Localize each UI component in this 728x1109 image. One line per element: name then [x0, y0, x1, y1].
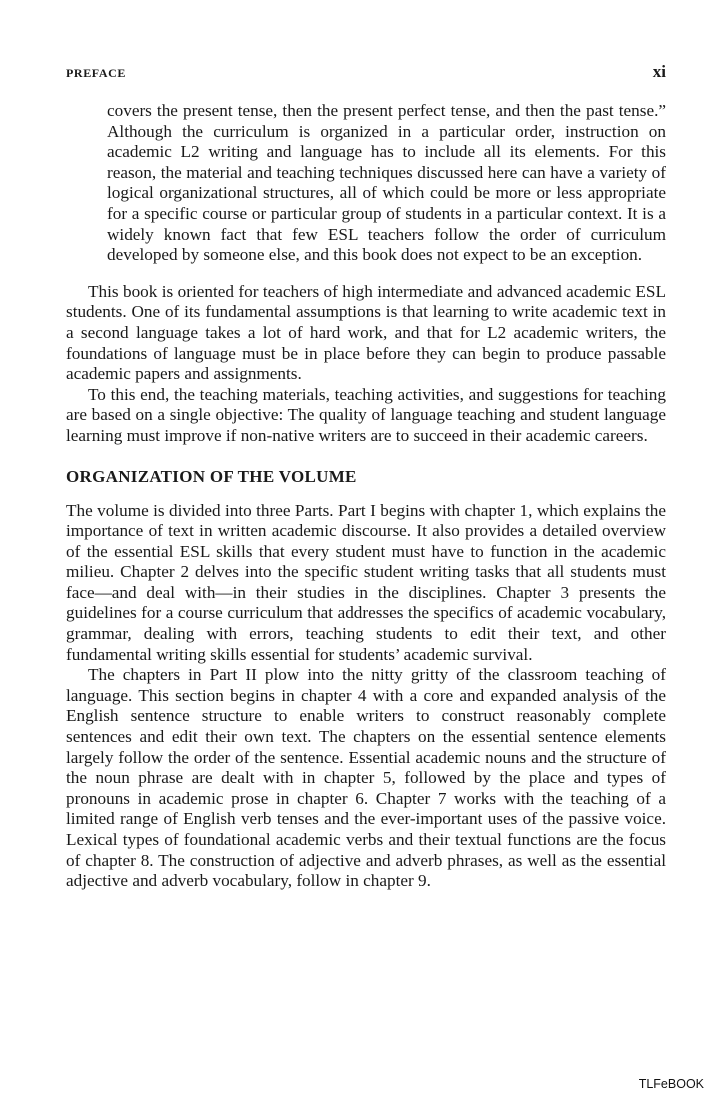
spacer: [66, 266, 666, 282]
section-title: PREFACE: [66, 66, 126, 80]
paragraph-org-2: The chapters in Part II plow into the nitty gritty of the classroom teaching of language. This section begins in chapter 4 with a core and expanded analysis of the English sentence structure to enable writers to construct reasonably complete sentences and edit their own text. The chapters on the essential sentence elements largely follow the order of the sentence. Essential academic nouns and the structure of the noun phrase are dealt with in chapter 5, followed by the place and types of pronouns in academic prose in chapter 6. Chapter 7 works with the teaching of a limited range of English verb tenses and the ever-important uses of the passive voice. Lexical types of foundational academic verbs and their textual functions are the focus of chapter 8. The construction of adjective and adverb phrases, as well as the essential adjective and adverb vocabulary, follow in chapter 9.: [66, 665, 666, 891]
paragraph-org-1: The volume is divided into three Parts. Part I begins with chapter 1, which explains the importance of text in written academic discourse. It also provides a detailed overview of the essential ESL skills that every student must have to function in the academic milieu. Chapter 2 delves into the specific student writing tasks that all students must face—and deal with—in their studies in the disciplines. Chapter 3 presents the guidelines for a course curriculum that addresses the specifics of academic vocabulary, grammar, dealing with errors, teaching students to edit their text, and other fundamental writing skills essential for students’ academic survival.: [66, 500, 666, 664]
watermark-text: TLFeBOOK: [638, 1077, 704, 1091]
section-heading: ORGANIZATION OF THE VOLUME: [66, 466, 357, 486]
paragraph-intro-2: To this end, the teaching materials, teaching activities, and suggestions for teaching are based on a single objective: The quality of language teaching and student language learning must improve if non-native writers are to succeed in their academic careers.: [66, 384, 666, 445]
running-head: [66, 64, 666, 84]
paragraph-intro-1: This book is oriented for teachers of high intermediate and advanced academic ESL students. One of its fundamental assumptions is that learning to write academic text in a second language takes a lot of hard work, and that for L2 academic writers, the foundations of language must be in place before they can begin to produce passable academic papers and assignments.: [66, 281, 666, 384]
page-number: xi: [652, 62, 666, 81]
page-body: [66, 101, 666, 892]
block-quote: covers the present tense, then the present perfect tense, and then the past tense.” Although the curriculum is organized in a particular order, instruction on academic L2 writing and language has to include all its elements. For this reason, the material and teaching techniques discussed here can have a variety of logical organizational structures, all of which could be more or less appropriate for a specific course or particular group of students in a particular context. It is a widely known fact that few ESL teachers follow the order of curriculum developed by someone else, and this book does not expect to be an exception.: [107, 101, 666, 265]
